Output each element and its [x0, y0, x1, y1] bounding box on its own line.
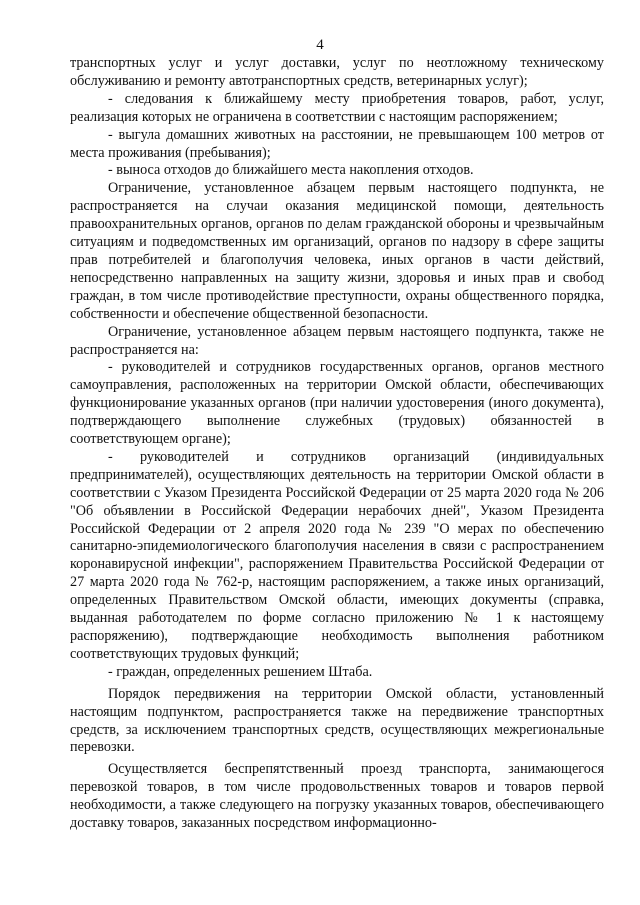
- paragraph-government-employees: - руководителей и сотрудников государственных органов, органов местного самоуправления, расположенных на территории Омской области, обеспечивающих функционирование указанных органов (при наличии удостоверения (иного документа), подтверждающего выполнение служебных (трудовых) обязанностей в соответствующем органе);: [70, 359, 604, 448]
- paragraph-goods-transport: Осуществляется беспрепятственный проезд транспорта, занимающегося перевозкой товаров, в том числе продовольственных товаров и товаров первой необходимости, а также следующего на погрузку указанных товаров, обеспечивающего доставку товаров, заказанных посредством информационно-: [70, 761, 604, 832]
- paragraph-pet-walking: - выгула домашних животных на расстоянии, не превышающем 100 метров от места проживания (пребывания);: [70, 126, 604, 161]
- paragraph-headquarters-citizens: - граждан, определенных решением Штаба.: [108, 663, 373, 680]
- paragraph-restriction-exceptions: Ограничение, установленное абзацем первым настоящего подпункта, не распространяется на случаи оказания медицинской помощи, деятельность правоохранительных органов, органов по делам гражданской обороны и чрезвычайным ситуациям и подведомственных им организаций, органов по надзору в сфере защиты прав потребителей и благополучия человека, иных органов в части действий, непосредственно направленных на защиту жизни, здоровья и иных прав и свобод граждан, в том числе противодействие преступности, охраны общественного порядка, собственности и обеспечение общественной безопасности.: [70, 180, 604, 322]
- paragraph-vehicle-movement: Порядок передвижения на территории Омской области, установленный настоящим подпунктом, распространяется также на передвижение транспортных средств, за исключением транспортных средств, осуществляющих межрегиональные перевозки.: [70, 685, 604, 756]
- paragraph-waste-disposal: - выноса отходов до ближайшего места накопления отходов.: [108, 162, 474, 179]
- paragraph-services-continuation: транспортных услуг и услуг доставки, услуг по неотложному техническому обслуживанию и ремонту автотранспортных средств, ветеринарных услуг);: [70, 55, 604, 89]
- paragraph-nearest-shop: - следования к ближайшему месту приобретения товаров, работ, услуг, реализация которых не ограничена в соответствии с настоящим распоряжением;: [70, 90, 604, 125]
- paragraph-organization-employees: - руководителей и сотрудников организаций (индивидуальных предпринимателей), осуществляющих деятельность на территории Омской области в соответствии с Указом Президента Российской Федерации от 25 марта 2020 года № 206 "Об объявлении в Российской Федерации нерабочих дней", Указом Президента Российской Федерации от 2 апреля 2020 года № 239 "О мерах по обеспечению санитарно-эпидемиологического благополучия населения в связи с распространением коронавирусной инфекции", распоряжением Правительства Российской Федерации от 27 марта 2020 года № 762-р, настоящим распоряжением, а также иных организаций, определенных Правительством Омской области, имеющих документы (справка, выданная работодателем по форме согласно приложению № 1 к настоящему распоряжению), подтверждающие необходимость выполнения работником соответствующих трудовых функций;: [70, 448, 604, 662]
- document-body: [70, 55, 604, 833]
- paragraph-restriction-also-not-applies: Ограничение, установленное абзацем первым настоящего подпункта, также не распространяется на:: [70, 323, 604, 358]
- page-number: 4: [316, 37, 324, 53]
